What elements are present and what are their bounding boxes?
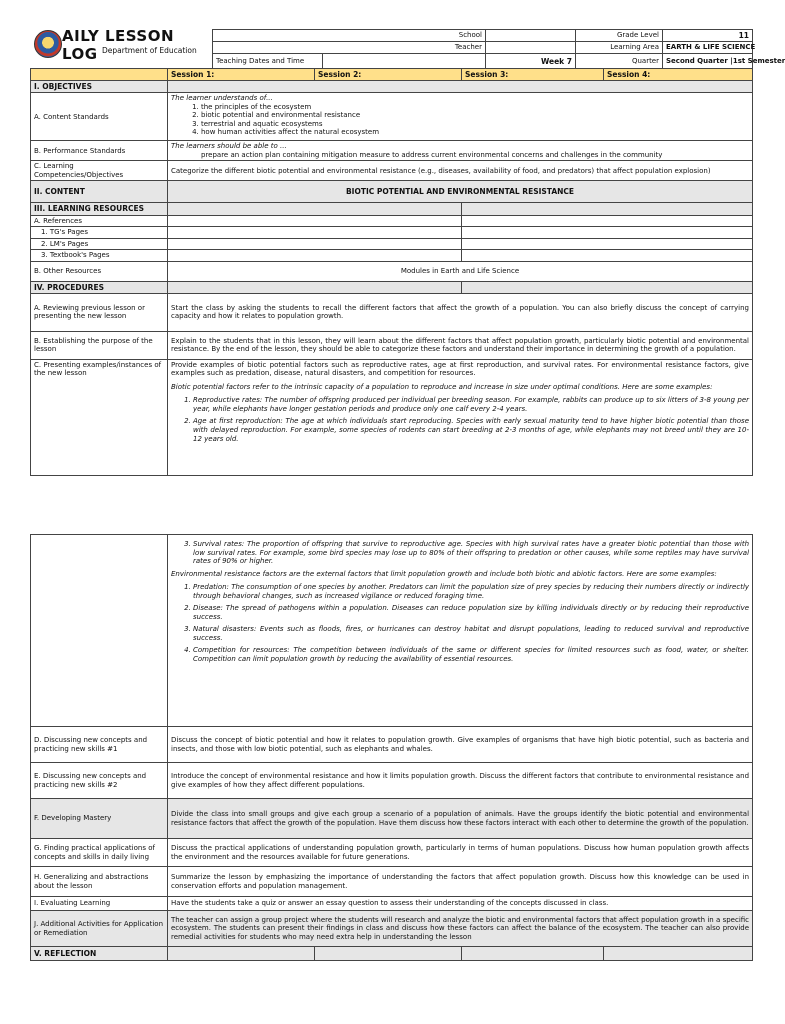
header-table: [212, 29, 785, 70]
references-value-b: [462, 215, 753, 227]
procedure-h-label: H. Generalizing and abstractions about the lesson: [31, 867, 168, 897]
dates-value: [323, 53, 486, 69]
procedures-fill-b: [462, 281, 753, 293]
tg-pages-label: 1. TG's Pages: [31, 227, 168, 239]
env-example-2: 2. Disease: The spread of pathogens within a population. Diseases can reduce population size by killing individuals directly or by reducing their reproductive success.: [193, 604, 749, 621]
continuation-label: [31, 535, 168, 727]
other-resources-value: Modules in Earth and Life Science: [168, 261, 753, 281]
competencies-label: C. Learning Competencies/Objectives: [31, 161, 168, 181]
procedure-c-cell: [168, 359, 753, 475]
teacher-label: Teacher: [213, 42, 486, 54]
performance-standards-label: B. Performance Standards: [31, 141, 168, 161]
biotic-example-3: 3. Survival rates: The proportion of offspring that survive to reproductive age. Species with high survival rates have a greater biotic potential than those with low survival rates. For example, some bird species may lose up to 80% of their offspring to predation or other causes, while some reptiles may have survival rates of 90% or higher.: [193, 540, 749, 566]
logo-block: [30, 28, 210, 68]
resources-fill-b: [462, 203, 753, 215]
log-title: AILY LESSON LOG: [62, 27, 175, 63]
grade-label: Grade Level: [576, 30, 663, 42]
lm-pages-label: 2. LM's Pages: [31, 238, 168, 250]
grade-value: 11: [663, 30, 753, 42]
references-value-a: [168, 215, 462, 227]
resources-fill-a: [168, 203, 462, 215]
procedure-g-text: Discuss the practical applications of understanding population growth, particularly in terms of human populations. Discuss how human population growth affects the environment and the resources available for future generations.: [168, 839, 753, 867]
env-example-1: 1. Predation: The consumption of one species by another. Predators can limit the population size of prey species by reducing their numbers directly or indirectly through behavioral changes, such as increased vigilance or reduced foraging time.: [193, 583, 749, 600]
biotic-example-2: 2. Age at first reproduction: The age at which individuals start reproducing. Species with early sexual maturity tend to have higher biotic potential than those with delayed reproduction. For example, some species of rodents can start breeding at 2-3 months of age, while elephants may not breed until they are 10-12 years old.: [193, 417, 749, 443]
biotic-intro: Biotic potential factors refer to the intrinsic capacity of a population to reproduce and increase in size under optimal conditions. Here are some examples:: [171, 382, 713, 391]
procedure-e-label: E. Discussing new concepts and practicing new skills #2: [31, 763, 168, 799]
session-2-header: Session 2:: [315, 69, 462, 81]
tg-pages-value-b: [462, 227, 753, 239]
reflection-heading: V. REFLECTION: [31, 947, 168, 961]
objectives-heading-fill: [168, 81, 753, 93]
performance-text: prepare an action plan containing mitigation measure to address current environmental concerns and challenges in the community: [201, 150, 663, 159]
content-heading: II. CONTENT: [31, 181, 168, 203]
objectives-heading: I. OBJECTIVES: [31, 81, 168, 93]
deped-seal-icon: [34, 30, 62, 58]
procedure-i-text: Have the students take a quiz or answer an essay question to assess their understanding of the concepts discussed in class.: [168, 897, 753, 911]
procedure-e-text: Introduce the concept of environmental resistance and how it limits population growth. Discuss the different factors that contribute to environmental resistance and give examples of how they affect different populations.: [168, 763, 753, 799]
procedure-i-label: I. Evaluating Learning: [31, 897, 168, 911]
page-1: [0, 0, 785, 500]
content-standard-item: 4. how human activities affect the natural ecosystem: [201, 128, 749, 137]
env-intro: Environmental resistance factors are the external factors that limit population growth and include both biotic and abiotic factors. Here are some examples:: [171, 569, 717, 578]
procedure-a-label: A. Reviewing previous lesson or presenting the new lesson: [31, 293, 168, 331]
procedure-b-label: B. Establishing the purpose of the lesson: [31, 331, 168, 359]
procedure-b-text: Explain to the students that in this lesson, they will learn about the different factors that affect population growth, particularly biotic potential and environmental resistance. By the end of the lesson, they should be able to categorize these factors and understand their importance in determining the growth of a population.: [168, 331, 753, 359]
reflection-session-1: [168, 947, 315, 961]
school-value: [486, 30, 576, 42]
procedure-d-label: D. Discussing new concepts and practicing new skills #1: [31, 727, 168, 763]
textbook-pages-label: 3. Textbook's Pages: [31, 250, 168, 262]
procedure-a-text: Start the class by asking the students to recall the different factors that affect the growth of a population. You can also briefly discuss the concept of carrying capacity and how it relates to population growth.: [168, 293, 753, 331]
procedure-j-text: The teacher can assign a group project where the students will research and analyze the biotic and environmental factors that affect population growth in a specific ecosystem. The students can present their findings in class and discuss how these factors can affect the balance of the ecosystem. The teacher can also provide remedial activities for students who may need extra help in understanding the lesson: [168, 911, 753, 947]
lm-pages-value-b: [462, 238, 753, 250]
session-4-header: Session 4:: [604, 69, 753, 81]
procedure-f-label: F. Developing Mastery: [31, 799, 168, 839]
content-standards-intro: The learner understands of...: [171, 94, 273, 103]
resources-heading: III. LEARNING RESOURCES: [31, 203, 168, 215]
procedures-fill-a: [168, 281, 462, 293]
area-label: Learning Area: [576, 42, 663, 54]
lm-pages-value-a: [168, 238, 462, 250]
content-standards-label: A. Content Standards: [31, 93, 168, 141]
procedure-f-text: Divide the class into small groups and give each group a scenario of a population of animals. Have the groups identify the biotic potential and environmental resistance factors that affect the growth of the population. Have them discuss how these factors interact with each other to determine the growth of the population.: [168, 799, 753, 839]
week-value: Week 7: [486, 53, 576, 69]
content-topic: BIOTIC POTENTIAL AND ENVIRONMENTAL RESISTANCE: [168, 181, 753, 203]
env-example-3: 3. Natural disasters: Events such as floods, fires, or hurricanes can destroy habitat and disrupt populations, leading to reduced survival and reproductive success.: [193, 625, 749, 642]
area-value: EARTH & LIFE SCIENCE: [663, 42, 753, 54]
references-label: A. References: [31, 215, 168, 227]
content-standard-item: 2. biotic potential and environmental resistance: [201, 111, 749, 120]
lesson-table-page2: [30, 534, 753, 961]
procedure-c-text: Provide examples of biotic potential factors such as reproductive rates, age at first reproduction, and survival rates. For environmental resistance factors, give examples such as predation, disease, natural disasters, and competition for resources.: [171, 360, 749, 378]
procedure-h-text: Summarize the lesson by emphasizing the importance of understanding the factors that affect population growth. Discuss how this knowledge can be used in conservation efforts and population management.: [168, 867, 753, 897]
other-resources-label: B. Other Resources: [31, 261, 168, 281]
school-label: School: [213, 30, 486, 42]
department-name: Department of Education: [102, 46, 197, 55]
procedure-c-continuation: [168, 535, 753, 727]
session-3-header: Session 3:: [462, 69, 604, 81]
page-2: [0, 520, 768, 1024]
performance-standards-cell: [168, 141, 753, 161]
teacher-value: [486, 42, 576, 54]
procedure-d-text: Discuss the concept of biotic potential and how it relates to population growth. Give examples of organisms that have high biotic potential, such as bacteria and insects, and those with low biotic potential, such as elephants and whales.: [168, 727, 753, 763]
reflection-session-3: [462, 947, 604, 961]
quarter-value: Second Quarter |1st Semester: [663, 53, 753, 69]
content-standard-item: 1. the principles of the ecosystem: [201, 103, 749, 112]
procedure-g-label: G. Finding practical applications of concepts and skills in daily living: [31, 839, 168, 867]
textbook-pages-value-b: [462, 250, 753, 262]
biotic-example-1: 1. Reproductive rates: The number of offspring produced per individual per breeding season. For example, rabbits can produce up to six litters of 3-8 young per year, while elephants have longer gestation periods and produce only one calf every 2-4 years.: [193, 396, 749, 413]
procedures-heading: IV. PROCEDURES: [31, 281, 168, 293]
tg-pages-value-a: [168, 227, 462, 239]
session-header-blank: [31, 69, 168, 81]
env-example-4: 4. Competition for resources: The competition between individuals of the same or different species for limited resources such as food, water, or shelter. Competition can limit population growth by reducing the availability of essential resources.: [193, 646, 749, 663]
lesson-table-page1: [30, 68, 753, 476]
session-1-header: Session 1:: [168, 69, 315, 81]
procedure-c-label: C. Presenting examples/instances of the new lesson: [31, 359, 168, 475]
quarter-label: Quarter: [576, 53, 663, 69]
reflection-session-2: [315, 947, 462, 961]
content-standards-cell: [168, 93, 753, 141]
competencies-text: Categorize the different biotic potential and environmental resistance (e.g., diseases, availability of food, and predators) that affect population explosion): [168, 161, 753, 181]
dates-label: Teaching Dates and Time: [213, 53, 323, 69]
procedure-j-label: J. Additional Activities for Application or Remediation: [31, 911, 168, 947]
content-standard-item: 3. terrestrial and aquatic ecosystems: [201, 120, 749, 129]
textbook-pages-value-a: [168, 250, 462, 262]
reflection-session-4: [604, 947, 753, 961]
performance-intro: The learners should be able to ...: [171, 142, 287, 151]
